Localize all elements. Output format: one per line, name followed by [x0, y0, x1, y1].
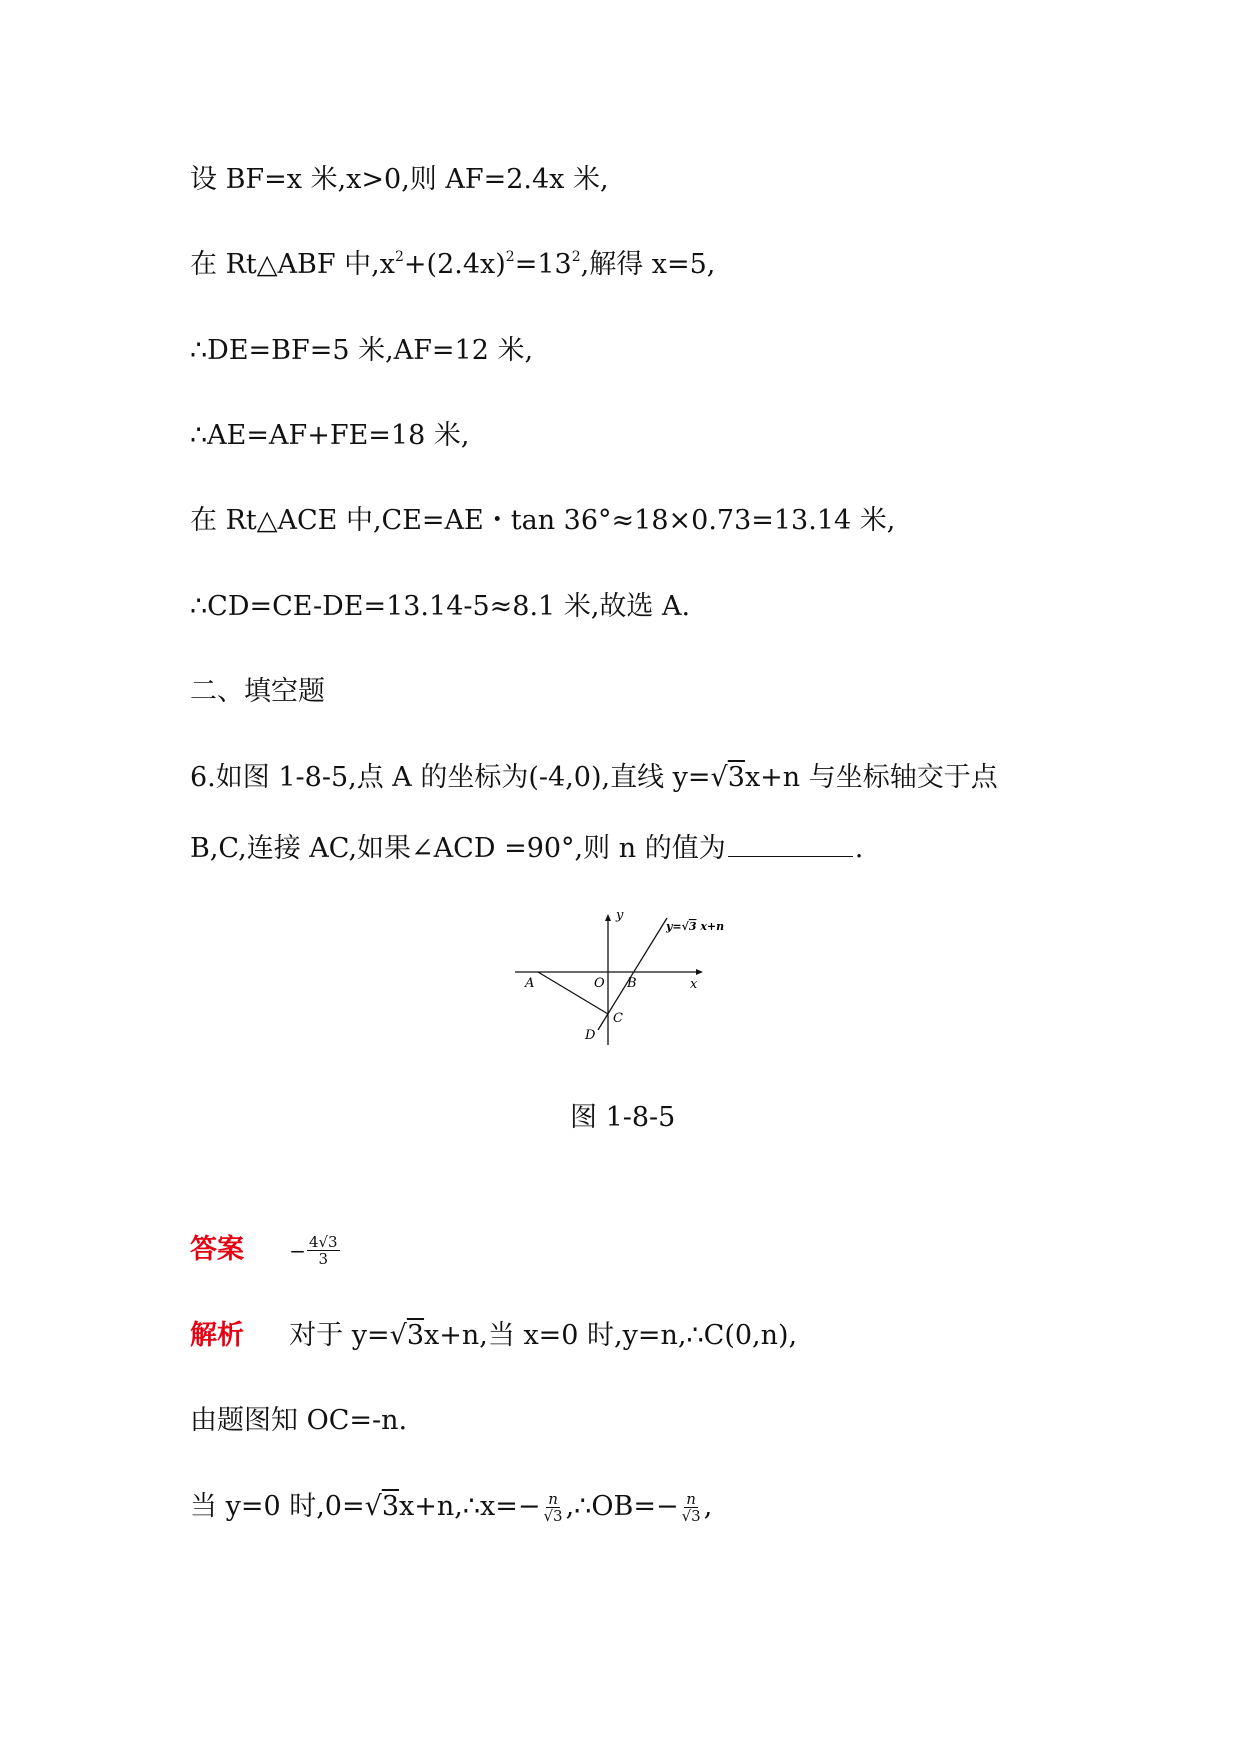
- section-title: 二、填空题: [190, 676, 325, 707]
- answer-minus: −: [289, 1239, 306, 1263]
- question-line-2: B,C,连接 AC,如果∠ACD =90°,则 n 的值为 .: [190, 830, 863, 867]
- analysis-line-3: 当 y=0 时,0=√3x+n,∴x=− $\frac{n}{√3}$ ,∴OB=− $\frac{n}{√3}$ ,: [190, 1490, 713, 1525]
- point-b-label: B: [627, 976, 637, 991]
- x-axis-arrow: [696, 969, 703, 975]
- analysis-line-1: 解析 对于 y=√3x+n,当 x=0 时,y=n,∴C(0,n),: [190, 1320, 798, 1351]
- fraction-n-over-sqrt3: $\frac{n}{√3}$: [543, 1490, 563, 1525]
- fraction-n-over-sqrt3-2: $\frac{n}{√3}$: [681, 1490, 701, 1525]
- text-line-3: ∴DE=BF=5 米,AF=12 米,: [190, 335, 534, 366]
- point-o-label: O: [594, 976, 605, 991]
- point-c-label: C: [613, 1011, 623, 1026]
- answer-fraction: $\frac{4√3}{3}$: [308, 1233, 338, 1268]
- y-axis-label: y: [616, 908, 624, 923]
- question-line-1: 6.如图 1-8-5,点 A 的坐标为(-4,0),直线 y=√3x+n 与坐标轴交于点: [190, 762, 998, 793]
- figure-caption: 图 1-8-5: [570, 1102, 676, 1133]
- text-line-5: 在 Rt△ACE 中,CE=AE・tan 36°≈18×0.73=13.14 米,: [190, 505, 896, 536]
- text-line-2: 在 Rt△ABF 中$,x^2+(2.4x)^2=13^2$,解得 x=5,: [190, 249, 716, 280]
- answer-blank[interactable]: [728, 830, 853, 857]
- line-equation-label: y=√3 x+n: [666, 920, 725, 933]
- x-axis-label: x: [690, 977, 698, 992]
- figure-1-8-5: [500, 900, 725, 1060]
- text-line-4: ∴AE=AF+FE=18 米,: [190, 420, 470, 451]
- y-axis-arrow: [605, 914, 611, 921]
- point-d-label: D: [585, 1028, 596, 1043]
- analysis-label: 解析: [190, 1320, 244, 1351]
- text-line-1: 设 BF=x 米,x>0,则 AF=2.4x 米,: [190, 164, 609, 195]
- point-a-label: A: [525, 976, 535, 991]
- answer-line: [190, 1232, 341, 1269]
- analysis-line-2: 由题图知 OC=-n.: [190, 1405, 408, 1436]
- answer-label: 答案: [190, 1234, 244, 1265]
- text-line-6: ∴CD=CE-DE=13.14-5≈8.1 米,故选 A.: [190, 591, 691, 622]
